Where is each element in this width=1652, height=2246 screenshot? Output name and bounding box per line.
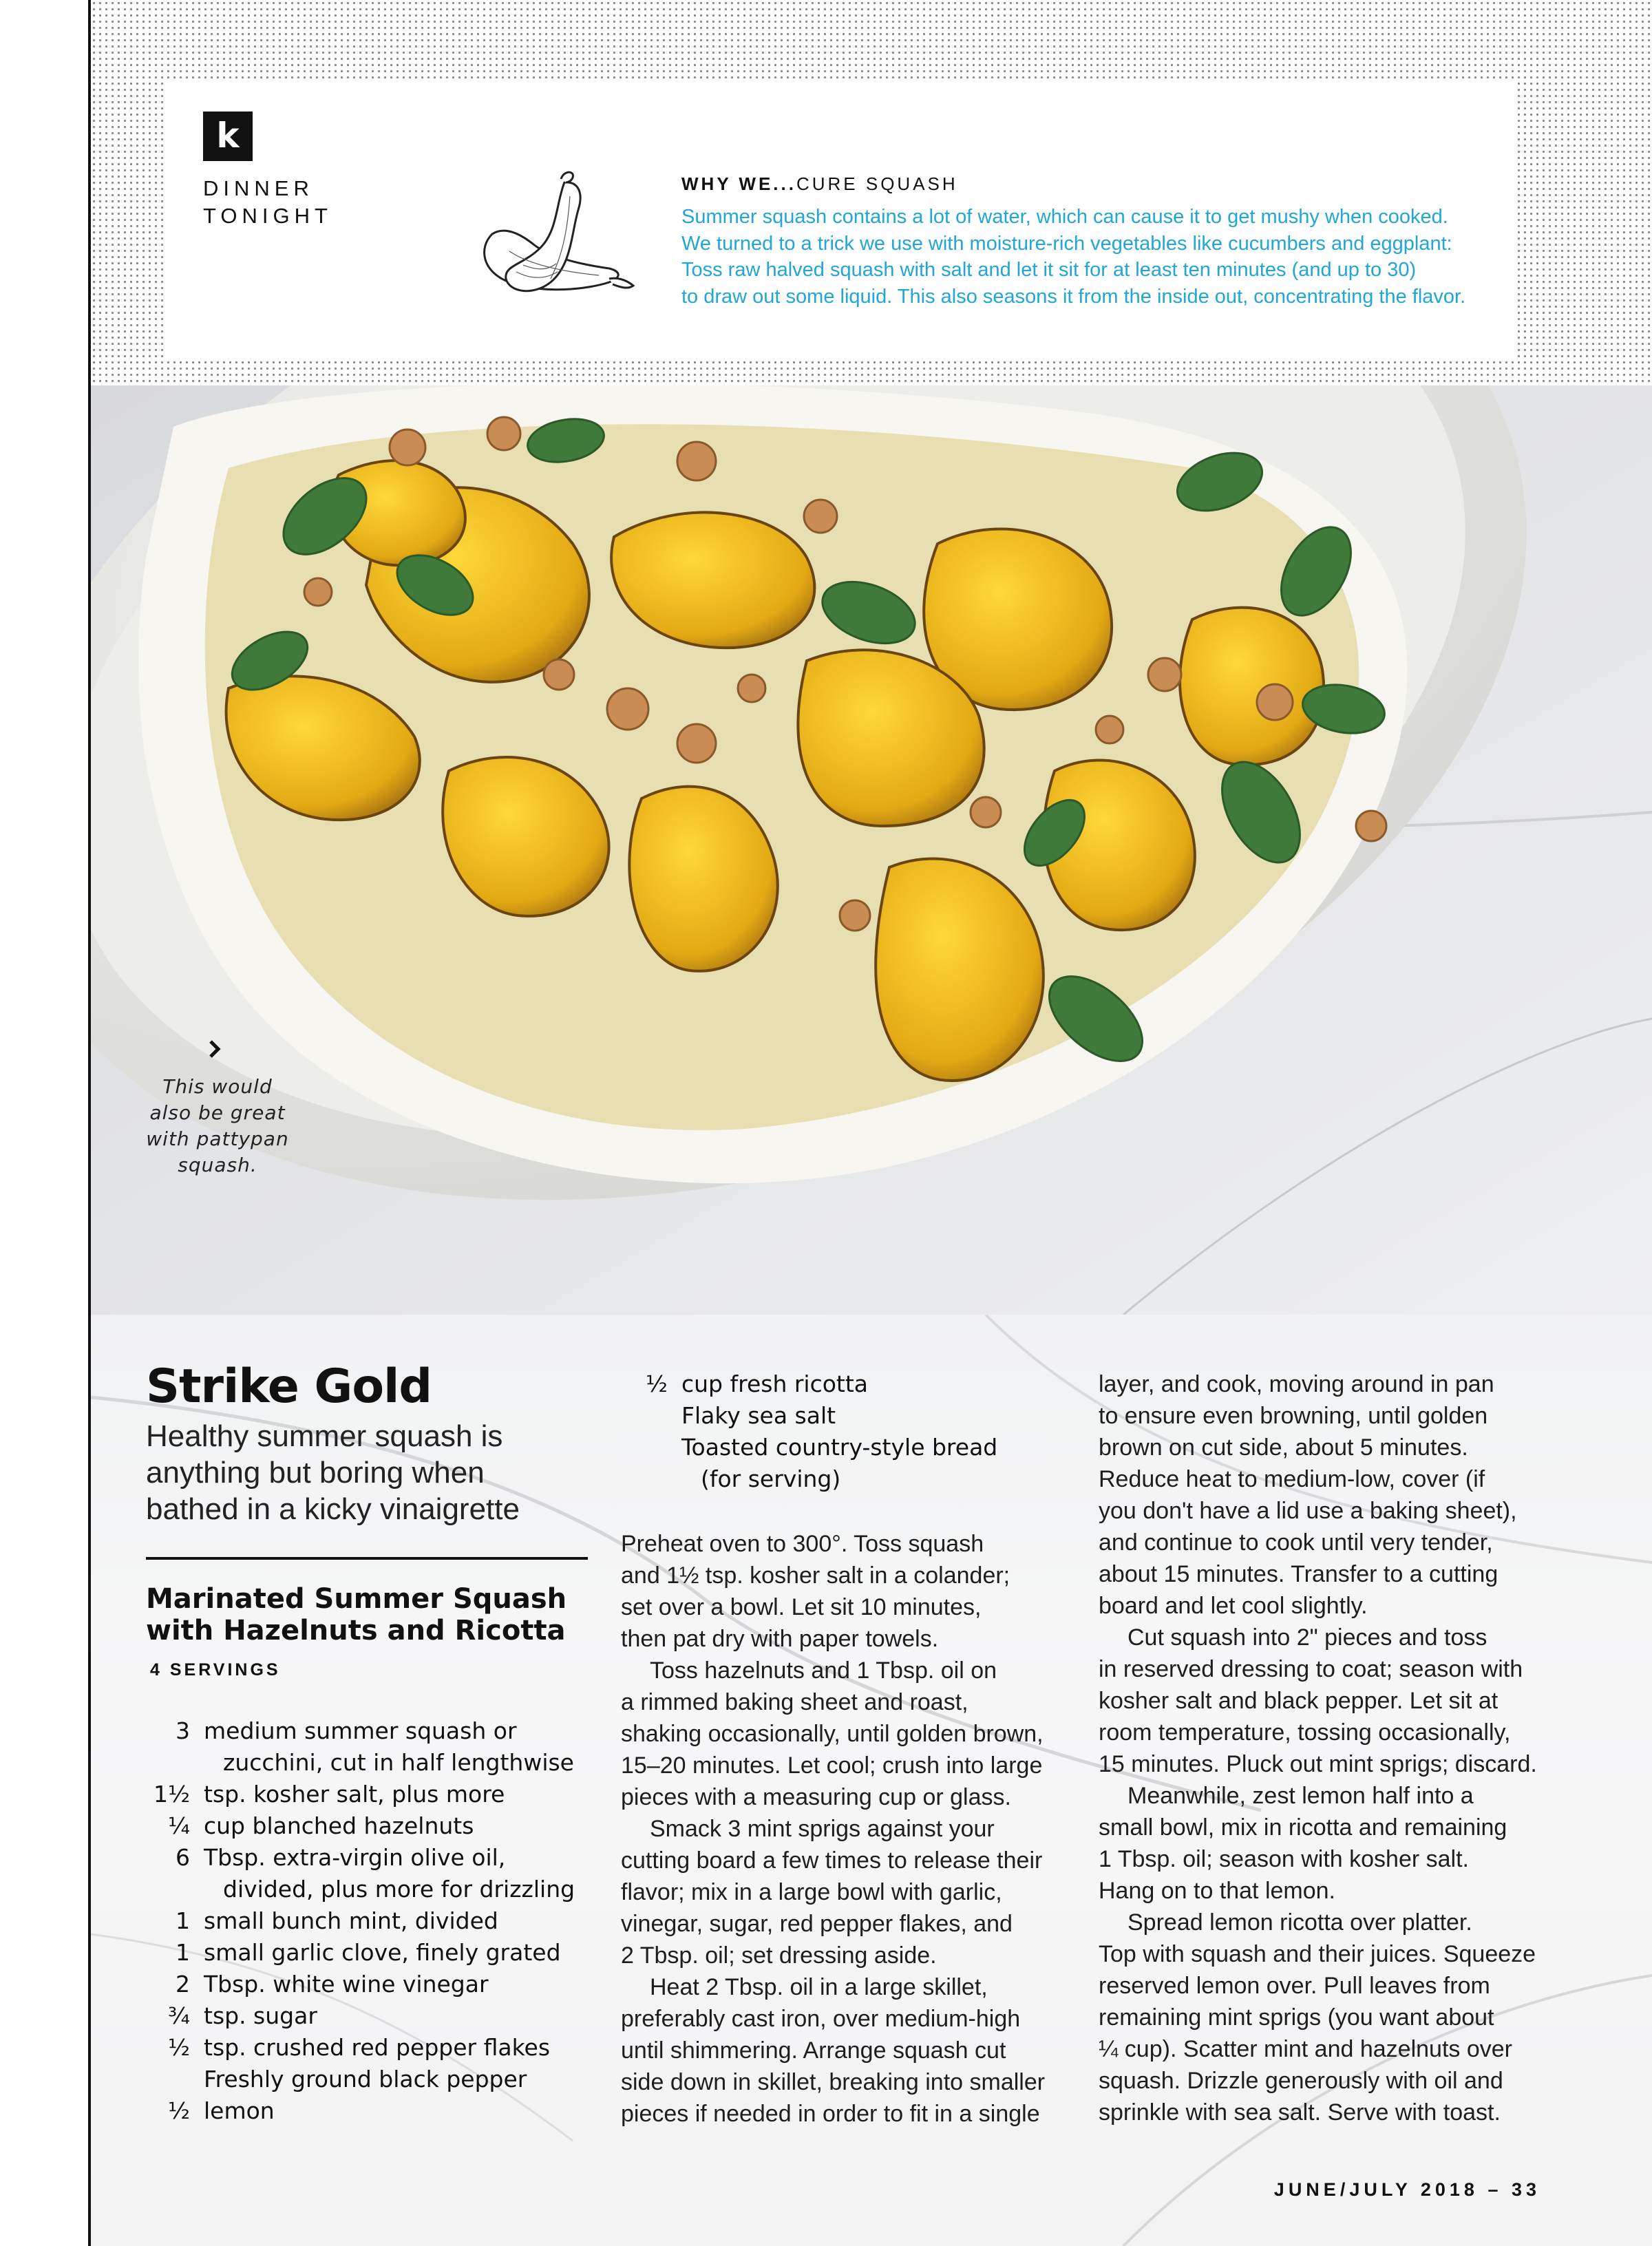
- method-line: 1 Tbsp. oil; season with kosher salt.: [1099, 1846, 1469, 1872]
- method-line: until shimmering. Arrange squash cut: [621, 2037, 1006, 2064]
- ingredient-qty: 1½: [153, 1781, 190, 1808]
- method-line: Heat 2 Tbsp. oil in a large skillet,: [650, 1974, 988, 2000]
- method-line: you don't have a lid use a baking sheet),: [1099, 1498, 1517, 1524]
- ingredient-qty: 1: [176, 1907, 190, 1934]
- ingredient-row: [142, 1747, 575, 1779]
- ingredient-row: [620, 1432, 997, 1463]
- ingredient-text: tsp. kosher salt, plus more: [204, 1781, 505, 1808]
- ingredient-row: [142, 1937, 575, 1969]
- ingredient-text: Tbsp. white wine vinegar: [204, 1971, 489, 1998]
- method-line: reserved lemon over. Pull leaves from: [1099, 1973, 1490, 1999]
- ingredient-row: [142, 1969, 575, 2000]
- ingredient-text: small bunch mint, divided: [204, 1907, 498, 1934]
- method-line: cutting board a few times to release their: [621, 1847, 1043, 1874]
- ingredients-list-2: [620, 1368, 997, 1495]
- ingredient-qty: 3: [176, 1717, 190, 1744]
- ingredient-qty: 2: [176, 1971, 190, 1998]
- ingredient-row: [142, 1715, 575, 1747]
- method-line: in reserved dressing to coat; season with: [1099, 1656, 1523, 1682]
- recipe-subtitle: Healthy summer squash is anything but boring when bathed in a kicky vinaigrette: [146, 1419, 520, 1526]
- photo-caption: This would also be great with pattypan squash.: [146, 1075, 289, 1176]
- method-line: Hang on to that lemon.: [1099, 1878, 1336, 1904]
- method-line: sprinkle with sea salt. Serve with toast.: [1099, 2099, 1501, 2126]
- ingredient-text: zucchini, cut in half lengthwise: [223, 1749, 574, 1776]
- ingredient-text: cup fresh ricotta: [681, 1370, 869, 1397]
- method-line: a rimmed baking sheet and roast,: [621, 1689, 968, 1715]
- page-folio: JUNE/JULY 2018 – 33: [1273, 2179, 1540, 2200]
- ingredient-text: Toasted country-style bread: [681, 1434, 998, 1461]
- method-line: flavor; mix in a large bowl with garlic,: [621, 1879, 1002, 1905]
- ingredient-text: lemon: [204, 2097, 275, 2124]
- ingredient-qty: 1: [176, 1939, 190, 1966]
- ingredient-qty: [620, 1400, 681, 1432]
- recipe-headline: Strike Gold: [146, 1359, 432, 1414]
- servings-label: 4 SERVINGS: [150, 1660, 281, 1680]
- squash-illustration-icon: [468, 169, 640, 317]
- method-line: squash. Drizzle generously with oil and: [1099, 2068, 1503, 2094]
- ingredient-qty: [142, 2064, 204, 2095]
- method-line: pieces with a measuring cup or glass.: [621, 1784, 1011, 1810]
- method-line: brown on cut side, about 5 minutes.: [1099, 1434, 1468, 1461]
- ingredient-row: [620, 1368, 997, 1400]
- method-line: room temperature, tossing occasionally,: [1099, 1719, 1511, 1746]
- ingredient-row: [620, 1463, 997, 1495]
- k-logo: k: [203, 112, 253, 161]
- ingredient-row: [142, 2064, 575, 2095]
- method-line: shaking occasionally, until golden brown,: [621, 1721, 1044, 1747]
- ingredient-qty: ½: [168, 2097, 190, 2124]
- ingredient-text: cup blanched hazelnuts: [204, 1812, 474, 1839]
- ingredient-qty: [620, 1432, 681, 1463]
- ingredients-list-1: [142, 1715, 575, 2127]
- ingredient-qty: ¾: [168, 2002, 190, 2029]
- ingredient-text: Tbsp. extra-virgin olive oil,: [204, 1844, 506, 1871]
- ingredient-qty: ½: [168, 2034, 190, 2061]
- method-line: Toss hazelnuts and 1 Tbsp. oil on: [650, 1657, 997, 1684]
- method-line: kosher salt and black pepper. Let sit at: [1099, 1688, 1499, 1714]
- method-line: 15 minutes. Pluck out mint sprigs; discard.: [1099, 1751, 1537, 1777]
- method-line: Preheat oven to 300°. Toss squash: [621, 1531, 984, 1557]
- method-line: board and let cool slightly.: [1099, 1593, 1368, 1619]
- section-label: DINNER TONIGHT: [203, 176, 332, 228]
- ingredient-qty: [620, 1463, 681, 1495]
- squash-dish-photo: [91, 385, 1652, 1315]
- ingredient-qty: ¼: [168, 1812, 190, 1839]
- ingredient-text: Freshly ground black pepper: [204, 2066, 527, 2093]
- caption-chevron-icon: [208, 1039, 222, 1059]
- ingredient-qty: [142, 1874, 204, 1905]
- method-line: then pat dry with paper towels.: [621, 1626, 939, 1652]
- ingredient-row: [142, 2000, 575, 2032]
- ingredient-text: (for serving): [701, 1465, 841, 1492]
- ingredient-row: [620, 1400, 997, 1432]
- method-line: vinegar, sugar, red pepper flakes, and: [621, 1911, 1013, 1937]
- method-line: pieces if needed in order to fit in a single: [621, 2101, 1040, 2127]
- method-line: about 15 minutes. Transfer to a cutting: [1099, 1561, 1499, 1587]
- method-column-2: [1099, 1368, 1537, 2128]
- ingredient-row: [142, 2032, 575, 2064]
- method-line: 15–20 minutes. Let cool; crush into large: [621, 1752, 1043, 1779]
- ingredient-row: [142, 1842, 575, 1874]
- ingredient-text: divided, plus more for drizzling: [223, 1876, 575, 1903]
- method-line: Spread lemon ricotta over platter.: [1127, 1909, 1472, 1936]
- ingredient-row: [142, 1905, 575, 1937]
- method-line: Reduce heat to medium-low, cover (if: [1099, 1466, 1485, 1492]
- method-line: set over a bowl. Let sit 10 minutes,: [621, 1594, 982, 1620]
- subtitle-divider: [146, 1557, 588, 1560]
- method-line: and continue to cook until very tender,: [1099, 1529, 1493, 1556]
- method-line: 2 Tbsp. oil; set dressing aside.: [621, 1942, 937, 1969]
- method-line: remaining mint sprigs (you want about: [1099, 2004, 1494, 2031]
- ingredient-qty: [142, 1747, 204, 1779]
- method-line: Top with squash and their juices. Squeeze: [1099, 1941, 1536, 1967]
- method-line: small bowl, mix in ricotta and remaining: [1099, 1814, 1507, 1841]
- ingredient-text: tsp. crushed red pepper flakes: [204, 2034, 551, 2061]
- ingredient-row: [142, 1779, 575, 1810]
- method-line: to ensure even browning, until golden: [1099, 1403, 1488, 1429]
- why-we-body: Summer squash contains a lot of water, which can cause it to get mushy when cooked. We turned to a trick we use with moisture-rich vegetables like cucumbers and eggplant: Toss raw halved squash with salt and let it sit for at least ten minutes (and up to 30) to draw out some liquid. This also seasons it from the inside out, concentrating the flavor.: [681, 206, 1466, 308]
- ingredient-row: [142, 1810, 575, 1842]
- method-column-1: [621, 1528, 1045, 2130]
- method-line: side down in skillet, breaking into smaller: [621, 2069, 1046, 2095]
- recipe-name: Marinated Summer Squash with Hazelnuts and Ricotta: [146, 1583, 567, 1646]
- method-line: ¼ cup). Scatter mint and hazelnuts over: [1099, 2036, 1512, 2062]
- ingredient-text: tsp. sugar: [204, 2002, 317, 2029]
- ingredient-row: [142, 2095, 575, 2127]
- method-line: Meanwhile, zest lemon half into a: [1127, 1783, 1474, 1809]
- ingredient-qty: ½: [646, 1370, 668, 1397]
- method-line: preferably cast iron, over medium-high: [621, 2006, 1021, 2032]
- method-line: Smack 3 mint sprigs against your: [650, 1816, 995, 1842]
- ingredient-qty: 6: [176, 1844, 190, 1871]
- method-line: and 1½ tsp. kosher salt in a colander;: [621, 1562, 1010, 1589]
- method-line: Cut squash into 2" pieces and toss: [1127, 1624, 1487, 1651]
- ingredient-text: small garlic clove, finely grated: [204, 1939, 561, 1966]
- ingredient-row: [142, 1874, 575, 1905]
- method-line: layer, and cook, moving around in pan: [1099, 1371, 1494, 1397]
- why-we-title: WHY WE...CURE SQUASH: [681, 173, 958, 194]
- ingredient-text: medium summer squash or: [204, 1717, 517, 1744]
- ingredient-text: Flaky sea salt: [681, 1402, 836, 1429]
